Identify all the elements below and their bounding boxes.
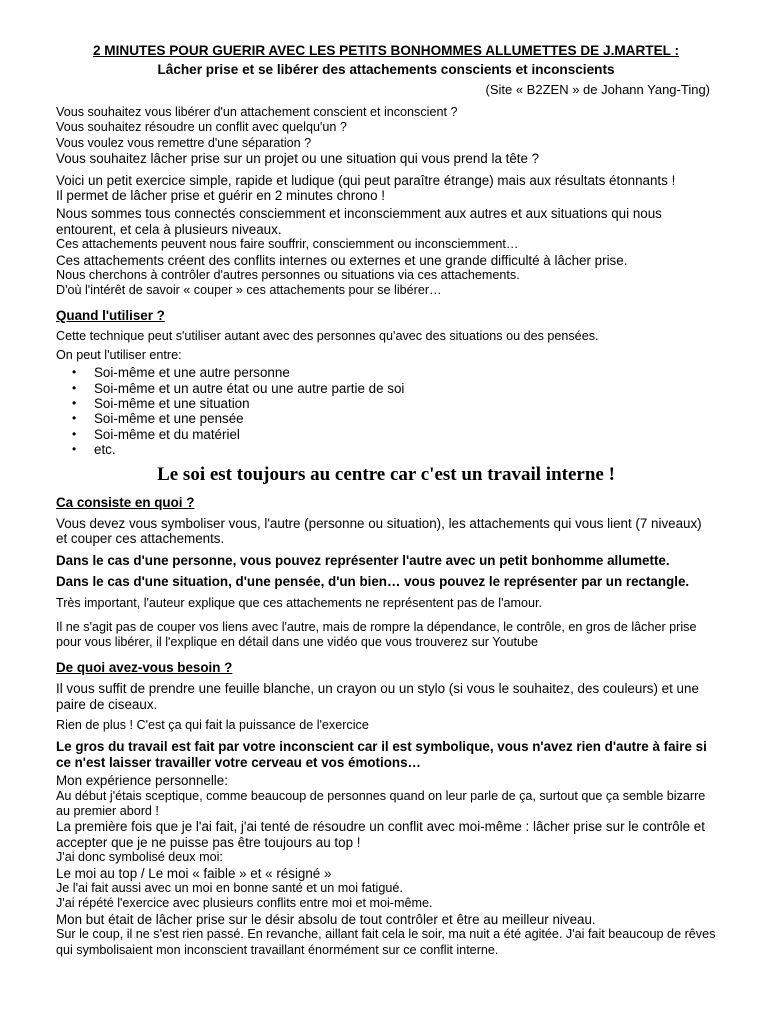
exercise-text: Voici un petit exercice simple, rapide et ludique (qui peut paraître étrange) mais aux résultats étonnants !: [56, 172, 676, 188]
experience-line: Au début j'étais sceptique, comme beaucoup de personnes quand on leur parle de ça, surtout que ça semble bizarre au premier abord !: [56, 788, 706, 819]
experience-line: La première fois que je l'ai fait, j'ai tenté de résoudre un conflit avec moi-même : lâcher prise sur le contrôle et accepter que je ne puisse pas être toujours au top !: [56, 819, 705, 850]
need-text: Il vous suffit de prendre une feuille blanche, un crayon ou un stylo (si vous le souhaitez, des couleurs) et une paire de ciseaux.: [56, 681, 699, 712]
experience-line: Le moi au top / Le moi « faible » et « résigné »: [56, 865, 332, 881]
section-heading-when: Quand l'utiliser ?: [56, 307, 165, 323]
attachment-line: Nous cherchons à contrôler d'autres personnes ou situations via ces attachements.: [56, 268, 520, 283]
what-text: Vous devez vous symboliser vous, l'autre (personne ou situation), les attachements qui vous lient (7 niveaux) et couper ces attachements.: [56, 515, 702, 547]
section-heading-what: Ca consiste en quoi ?: [56, 494, 195, 510]
nothing-text: Rien de plus ! C'est ça qui fait la puissance de l'exercice: [56, 718, 369, 732]
situation-text: Dans le cas d'une situation, d'une pensée, d'un bien… vous pouvez le représenter par un rectangle.: [56, 574, 690, 590]
list-item: • Soi-même et une pensée: [94, 411, 716, 426]
experience-line: Sur le coup, il ne s'est rien passé. En revanche, aillant fait cela le soir, ma nuit a été agitée. J'ai fait beaucoup de rêves qui symbolisaient mon inconscient travaillant énormément sur ce conflit interne.: [56, 927, 716, 957]
intro-question: Vous souhaitez vous libérer d'un attachement conscient et inconscient ?: [56, 105, 458, 119]
experience-line: J'ai répété l'exercice avec plusieurs conflits entre moi et moi-même.: [56, 896, 433, 911]
center-statement: Le soi est toujours au centre car c'est un travail interne !: [157, 463, 615, 485]
intro-question: Vous voulez vous remettre d'une séparation ?: [56, 135, 312, 150]
usage-list: [56, 365, 716, 457]
list-item: • Soi-même et une autre personne: [94, 365, 716, 380]
attachment-line: D'où l'intérêt de savoir « couper » ces attachements pour se libérer…: [56, 283, 442, 298]
list-item: • Soi-même et un autre état ou une autre partie de soi: [94, 381, 716, 396]
experience-line: J'ai donc symbolisé deux moi:: [56, 850, 223, 865]
experience-line: Je l'ai fait aussi avec un moi en bonne santé et un moi fatigué.: [56, 881, 403, 896]
document-subtitle: Lâcher prise et se libérer des attachements conscients et inconscients: [157, 62, 615, 77]
important-text: Très important, l'auteur explique que ces attachements ne représentent pas de l'amour.: [56, 595, 542, 610]
section-heading-need: De quoi avez-vous besoin ?: [56, 659, 233, 675]
unconscious-text: Le gros du travail est fait par votre inconscient car il est symbolique, vous n'avez rien d'autre à faire si ce n'est laisser travailler votre cerveau et vos émotions…: [56, 739, 707, 770]
source-credit: (Site « B2ZEN » de Johann Yang-Ting): [485, 82, 710, 97]
experience-line: Mon but était de lâcher prise sur le désir absolu de tout contrôler et être au meilleur niveau.: [56, 911, 596, 927]
attachment-line: Ces attachements peuvent nous faire souffrir, consciemment ou inconsciemment…: [56, 237, 519, 252]
attachment-line: Ces attachements créent des conflits internes ou externes et une grande difficulté à lâcher prise.: [56, 252, 628, 268]
intro-question: Vous souhaitez résoudre un conflit avec quelqu'un ?: [56, 120, 347, 135]
document-title: 2 MINUTES POUR GUERIR AVEC LES PETITS BONHOMMES ALLUMETTES DE J.MARTEL :: [92, 43, 680, 58]
notcut-text: Il ne s'agit pas de couper vos liens avec l'autre, mais de rompre la dépendance, le contrôle, en gros de lâcher prise pour vous libérer, il l'explique en détail dans une vidéo que vous trouverez sur Youtube: [56, 619, 697, 650]
when-between: On peut l'utiliser entre:: [56, 347, 182, 362]
exercise-text: Il permet de lâcher prise et guérir en 2 minutes chrono !: [56, 188, 385, 204]
when-text: Cette technique peut s'utiliser autant avec des personnes qu'avec des situations ou des pensées.: [56, 329, 599, 344]
list-item: • Soi-même et une situation: [94, 396, 716, 411]
list-item: • etc.: [94, 442, 716, 457]
document-page: [56, 42, 716, 958]
person-text: Dans le cas d'une personne, vous pouvez représenter l'autre avec un petit bonhomme allumette.: [56, 552, 670, 568]
connected-text: Nous sommes tous connectés consciemment et inconsciemment aux autres et aux situations qui nous entourent, et cela à plusieurs niveaux.: [56, 206, 662, 237]
experience-line: Mon expérience personnelle:: [56, 773, 228, 789]
intro-question: Vous souhaitez lâcher prise sur un projet ou une situation qui vous prend la tête ?: [56, 151, 540, 167]
list-item: • Soi-même et du matériel: [94, 427, 716, 442]
